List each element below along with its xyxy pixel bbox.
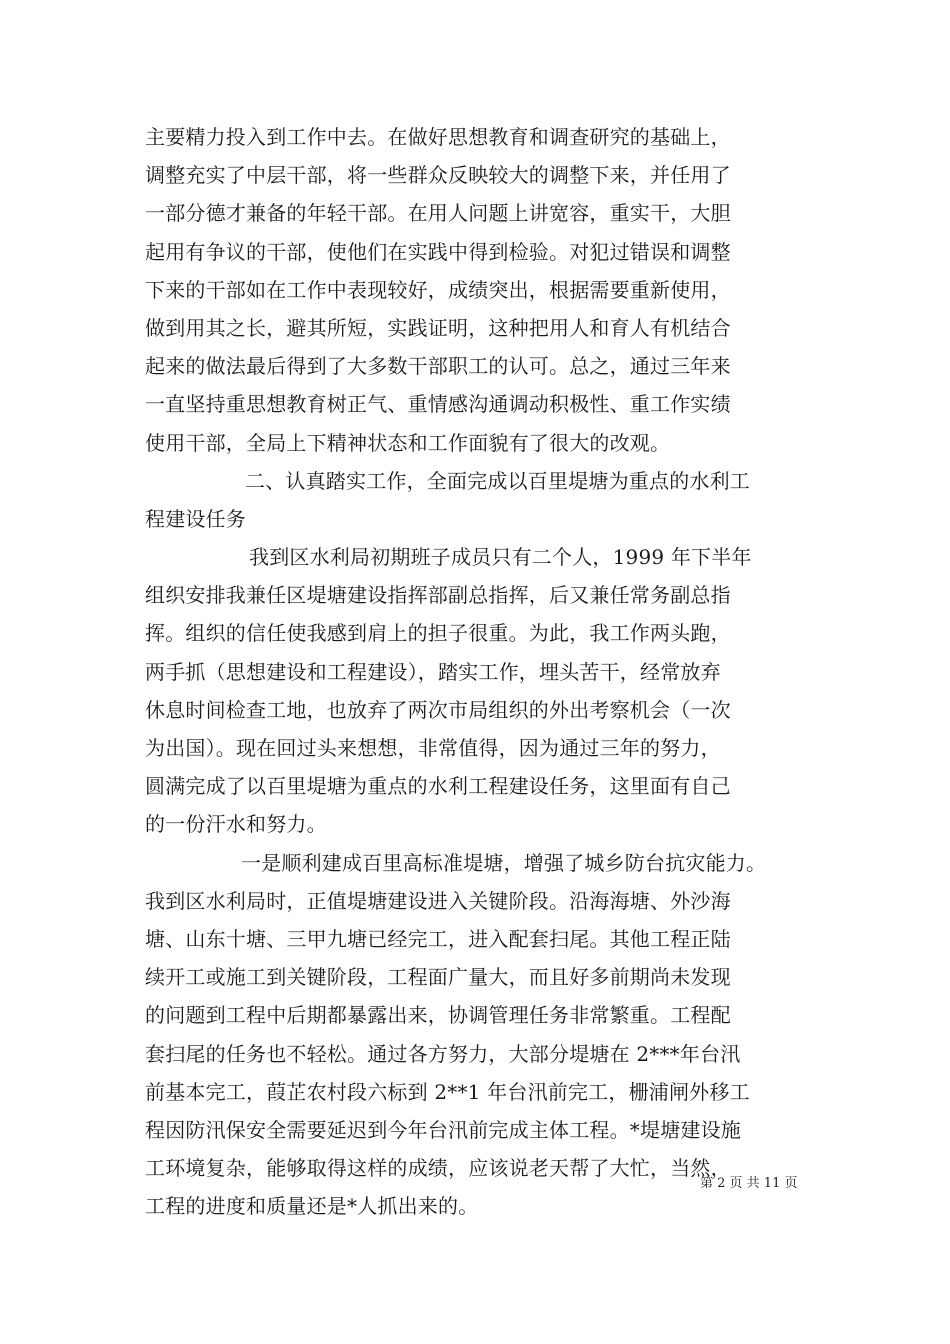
text-line: 续开工或施工到关键阶段，工程面广量大，而且好多前期尚未发现 [145, 965, 731, 990]
text-line: 两手抓（思想建设和工程建设），踏实工作，埋头苦干，经常放弃 [145, 659, 721, 684]
text-line: 塘、山东十塘、三甲九塘已经完工，进入配套扫尾。其他工程正陆 [145, 926, 731, 951]
text-line: 休息时间检查工地，也放弃了两次市局组织的外出考察机会（一次 [145, 697, 731, 722]
text-line: 一是顺利建成百里高标准堤塘，增强了城乡防台抗灾能力。 [241, 850, 767, 875]
text-line: 主要精力投入到工作中去。在做好思想教育和调查研究的基础上， [145, 125, 731, 149]
text-line: 套扫尾的任务也不轻松。通过各方努力，大部分堤塘在 2***年台汛 [145, 1041, 741, 1066]
text-line: 程因防汛保安全需要延迟到今年台汛前完成主体工程。*堤塘建设施 [145, 1117, 741, 1142]
text-line: 下来的干部如在工作中表现较好，成绩突出，根据需要重新使用， [145, 277, 731, 302]
text-line: 挥。组织的信任使我感到肩上的担子很重。为此，我工作两头跑， [145, 621, 731, 646]
text-line: 一直坚持重思想教育树正气、重情感沟通调动积极性、重工作实绩 [145, 392, 731, 417]
text-line: 为出国）。现在回过头来想想，非常值得，因为通过三年的努力， [145, 736, 721, 760]
text-line: 做到用其之长，避其所短，实践证明，这种把用人和育人有机结合 [145, 315, 731, 340]
text-line: 调整充实了中层干部，将一些群众反映较大的调整下来，并任用了 [145, 163, 731, 188]
text-line: 前基本完工，葭芷农村段六标到 2**1 年台汛前完工，栅浦闸外移工 [145, 1079, 750, 1104]
text-line: 使用干部，全局上下精神状态和工作面貌有了很大的改观。 [145, 430, 671, 455]
body-text [145, 118, 817, 1225]
text-line: 组织安排我兼任区堤塘建设指挥部副总指挥，后又兼任常务副总指 [145, 583, 731, 608]
text-line: 起用有争议的干部，使他们在实践中得到检验。对犯过错误和调整 [145, 239, 731, 264]
page-number: 第 2 页 共 11 页 [700, 1176, 798, 1191]
text-line: 圆满完成了以百里堤塘为重点的水利工程建设任务，这里面有自己 [145, 774, 731, 799]
text-line: 起来的做法最后得到了大多数干部职工的认可。总之，通过三年来 [145, 354, 731, 379]
text-line: 我到区水利局初期班子成员只有二个人，1999 年下半年 [249, 545, 752, 570]
text-line: 工环境复杂，能够取得这样的成绩，应该说老天帮了大忙，当然， [145, 1156, 731, 1181]
text-line: 的问题到工程中后期都暴露出来，协调管理任务非常繁重。工程配 [145, 1003, 731, 1028]
text-line: 一部分德才兼备的年轻干部。在用人问题上讲宽容，重实干，大胆 [145, 201, 731, 226]
section-heading: 二、认真踏实工作，全面完成以百里堤塘为重点的水利工 [245, 468, 750, 493]
text-line: 的一份汗水和努力。 [145, 812, 327, 837]
text-line: 我到区水利局时，正值堤塘建设进入关键阶段。沿海海塘、外沙海 [145, 888, 731, 913]
section-heading-cont: 程建设任务 [145, 506, 246, 531]
text-line: 工程的进度和质量还是*人抓出来的。 [145, 1194, 479, 1219]
